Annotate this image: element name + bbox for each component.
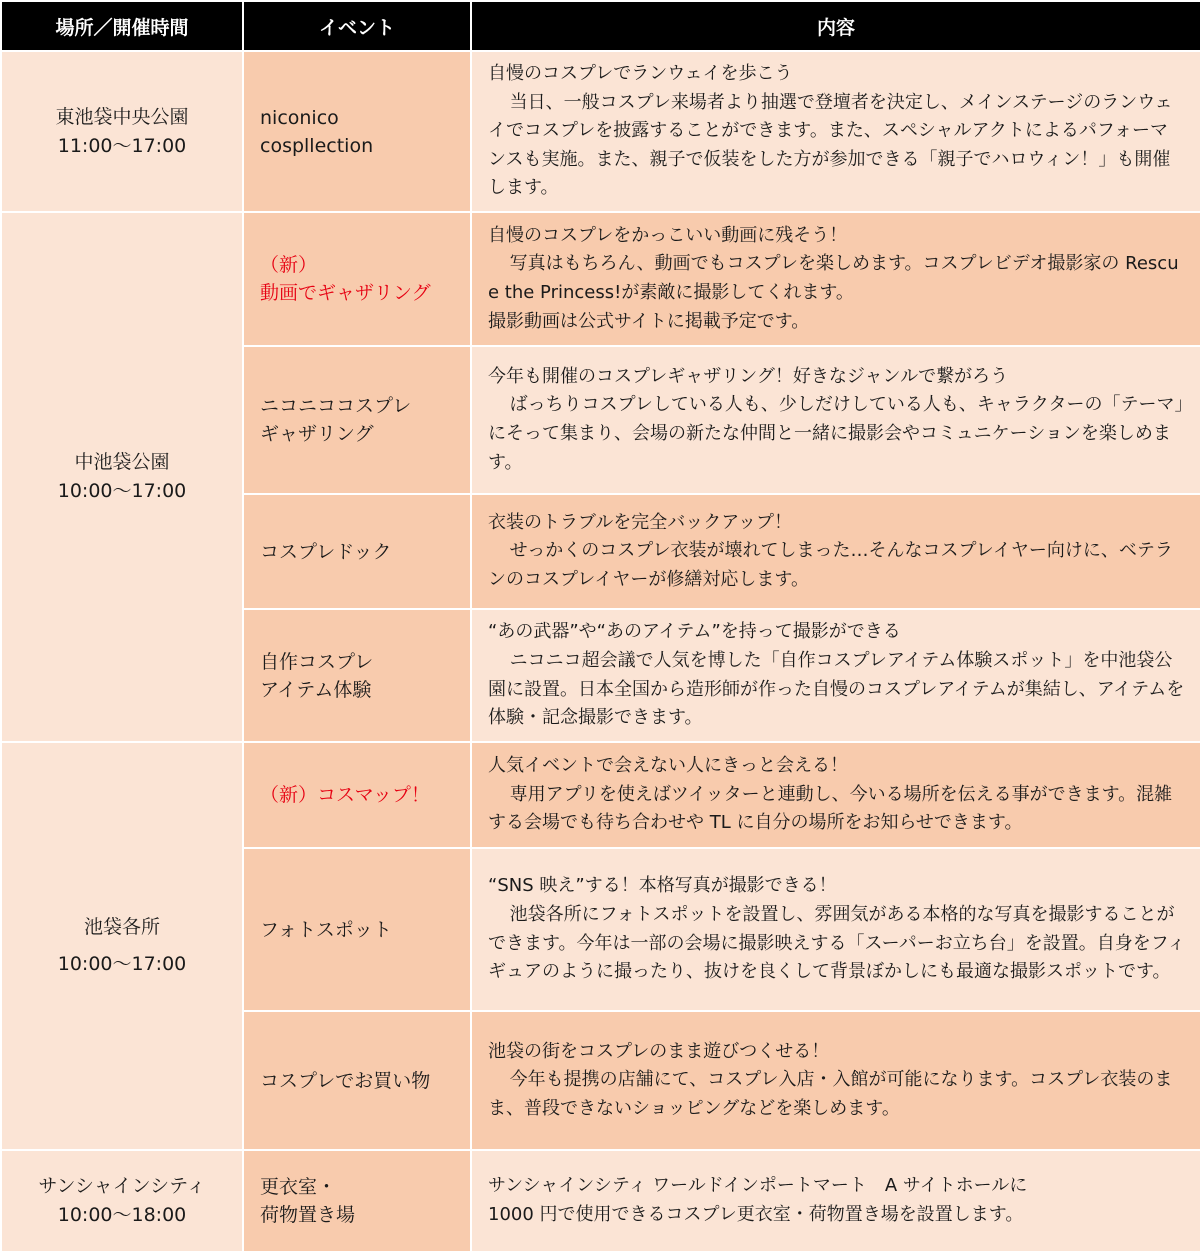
header-row [1,1,1200,51]
event-name-line: コスプレドック [260,540,392,563]
event-content-cell [471,346,1200,494]
event-content-cell [471,1150,1200,1252]
place-gap [8,942,236,950]
event-name-cell [243,848,471,1011]
place-time: 10:00～17:00 [57,953,187,975]
event-name-cell [243,1150,471,1252]
event-description: ニコニコ超会議で人気を博した「自作コスプレアイテム体験スポット」を中池袋公園に設置。日本全国から造形師が作った自慢のコスプレアイテムが集結し、アイテムを体験・記念撮影できます。 [488,649,1185,729]
event-description: 池袋各所にフォトスポットを設置し、雰囲気がある本格的な写真を撮影することができます。今年は一部の会場に撮影映えする「スーパーお立ち台」を設置。自身をフィギュアのように撮ったり、抜けを良くして背景ぼかしにも最適な撮影スポットです。 [488,903,1186,983]
place-name: 中池袋公園 [74,451,170,473]
event-description: 専用アプリを使えばツイッターと連動し、今いる場所を伝える事ができます。混雑する会場でも待ち合わせや TL に自分の場所をお知らせできます。 [488,783,1173,834]
event-name-line: フォトスポット [260,918,392,941]
event-name-line: （新）コスマップ！ [260,784,430,806]
place-cell [1,742,243,1150]
place-time: 10:00～18:00 [57,1204,187,1226]
place-cell [1,51,243,212]
event-name-cell [243,1011,471,1150]
event-lead: “あの武器”や“あのアイテム”を持って撮影ができる [488,621,901,643]
table-row [1,742,1200,848]
event-content-cell [471,1011,1200,1150]
event-content-cell [471,742,1200,848]
event-lead: 人気イベントで会えない人にきっと会える！ [488,755,848,777]
event-name-line: アイテム体験 [260,678,372,701]
event-name-cell [243,346,471,494]
table-row [1,1150,1200,1252]
event-name-cell [243,51,471,212]
place-time: 10:00～17:00 [57,480,187,502]
header-event: イベント [243,1,471,51]
place-cell [1,1150,243,1252]
table-row [1,51,1200,212]
place-name: 東池袋中央公園 [55,105,189,128]
event-name-line: ギャザリング [260,423,374,445]
event-description-line: サンシャインシティ ワールドインポートマート A サイトホールに [488,1175,1028,1197]
place-time: 11:00～17:00 [57,134,187,157]
event-description: せっかくのコスプレ衣装が壊れてしまった…そんなコスプレイヤー向けに、ベテランのコスプレイヤーが修繕対応します。 [488,540,1173,590]
event-name-line: 更衣室・ [260,1176,337,1198]
event-lead: “SNS 映え”する！本格写真が撮影できる！ [488,875,837,897]
event-name-line: 自作コスプレ [260,650,374,673]
event-name-cell [243,609,471,742]
event-description-line: 1000 円で使用できるコスプレ更衣室・荷物置き場を設置します。 [488,1204,1024,1225]
event-name-cell [243,494,471,609]
event-name-cell [243,212,471,346]
event-name-line: ニコニココスプレ [260,395,412,417]
event-name-line: 荷物置き場 [260,1204,356,1226]
place-name: 池袋各所 [83,916,160,938]
table-row [1,212,1200,346]
new-tag: （新） [260,254,318,276]
event-content-cell [471,848,1200,1011]
event-lead: 自慢のコスプレでランウェイを歩こう [488,63,793,85]
event-name-line: niconico [260,106,339,129]
event-name-line: 動画でギャザリング [260,282,431,304]
event-content-cell [471,494,1200,609]
event-content-cell [471,51,1200,212]
event-description: 写真はもちろん、動画でもコスプレを楽しめます。コスプレビデオ撮影家の Rescue the Princess!が素敵に撮影してくれます。 [488,253,1179,303]
event-description: 今年も提携の店舗にて、コスプレ入店・入館が可能になります。コスプレ衣装のまま、普段できないショッピングなどを楽しめます。 [488,1069,1173,1119]
event-name-cell [243,742,471,848]
header-content: 内容 [471,1,1200,51]
event-lead: 自慢のコスプレをかっこいい動画に残そう！ [488,224,848,246]
header-place: 場所／開催時間 [1,1,243,51]
event-lead: 衣装のトラブルを完全バックアップ！ [488,511,793,533]
event-name-line: コスプレでお買い物 [260,1069,431,1092]
event-description: ばっちりコスプレしている人も、少しだけしている人も、キャラクターの「テーマ」にそって集まり、会場の新たな仲間と一緒に撮影会やコミュニケーションを楽しめます。 [488,394,1184,473]
place-name: サンシャインシティ [38,1175,206,1197]
event-note: 撮影動画は公式サイトに掲載予定です。 [488,310,810,332]
event-description: 当日、一般コスプレ来場者より抽選で登壇者を決定し、メインステージのランウェイでコスプレを披露することができます。また、スペシャルアクトによるパフォーマンスも実施。また、親子で仮装をした方が参加できる「親子でハロウィン！」も開催します。 [488,91,1173,199]
event-content-cell [471,212,1200,346]
event-lead: 今年も開催のコスプレギャザリング！好きなジャンルで繋がろう [488,365,1009,387]
event-lead: 池袋の街をコスプレのまま遊びつくせる！ [488,1040,830,1062]
event-content-cell [471,609,1200,742]
place-cell [1,212,243,742]
event-name-line: cospllection [260,134,374,157]
